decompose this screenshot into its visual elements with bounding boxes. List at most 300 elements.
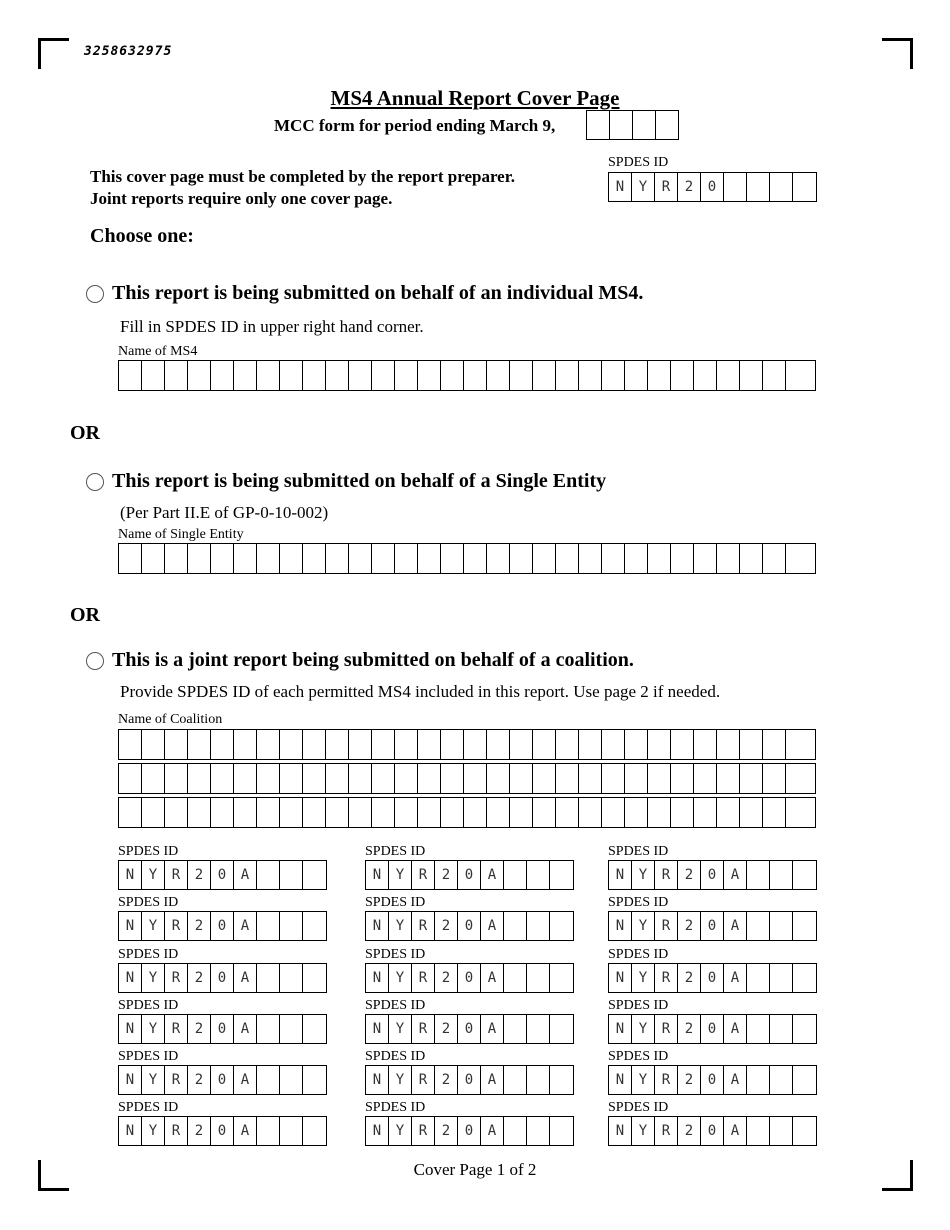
radio-individual[interactable]: [86, 285, 104, 303]
character-box[interactable]: [234, 730, 257, 759]
character-box[interactable]: Y: [142, 1066, 165, 1094]
character-box[interactable]: N: [609, 912, 632, 940]
character-box[interactable]: [527, 912, 550, 940]
character-box[interactable]: [165, 798, 188, 827]
character-box[interactable]: Y: [389, 912, 412, 940]
coalition-spdes-id-field[interactable]: [118, 1014, 327, 1044]
character-box[interactable]: R: [412, 861, 435, 889]
character-box[interactable]: N: [366, 912, 389, 940]
character-box[interactable]: 0: [458, 1117, 481, 1145]
character-box[interactable]: A: [481, 861, 504, 889]
character-box[interactable]: [747, 861, 770, 889]
character-box[interactable]: R: [655, 861, 678, 889]
character-box[interactable]: [717, 764, 740, 793]
character-box[interactable]: [280, 1117, 303, 1145]
character-box[interactable]: 2: [435, 1015, 458, 1043]
character-box[interactable]: [188, 361, 211, 390]
year-digit-box[interactable]: [656, 110, 679, 140]
character-box[interactable]: A: [481, 1015, 504, 1043]
character-box[interactable]: [142, 544, 165, 573]
character-box[interactable]: [770, 861, 793, 889]
character-box[interactable]: A: [234, 964, 257, 992]
character-box[interactable]: [793, 1015, 816, 1043]
character-box[interactable]: [418, 798, 441, 827]
character-box[interactable]: [504, 1066, 527, 1094]
character-box[interactable]: [793, 964, 816, 992]
coalition-spdes-id-field[interactable]: [365, 860, 574, 890]
character-box[interactable]: [165, 544, 188, 573]
character-box[interactable]: [257, 912, 280, 940]
character-box[interactable]: [763, 361, 786, 390]
coalition-name-field[interactable]: [118, 729, 816, 760]
character-box[interactable]: 0: [211, 861, 234, 889]
character-box[interactable]: [556, 730, 579, 759]
character-box[interactable]: [372, 798, 395, 827]
character-box[interactable]: [487, 798, 510, 827]
character-box[interactable]: 2: [435, 1117, 458, 1145]
character-box[interactable]: A: [234, 861, 257, 889]
year-digit-box[interactable]: [633, 110, 656, 140]
coalition-spdes-id-field[interactable]: [608, 963, 817, 993]
character-box[interactable]: [326, 730, 349, 759]
character-box[interactable]: [234, 764, 257, 793]
radio-single-entity[interactable]: [86, 473, 104, 491]
character-box[interactable]: [326, 798, 349, 827]
character-box[interactable]: [770, 1015, 793, 1043]
character-box[interactable]: [119, 764, 142, 793]
character-box[interactable]: A: [481, 1117, 504, 1145]
character-box[interactable]: [550, 1015, 573, 1043]
character-box[interactable]: [504, 912, 527, 940]
character-box[interactable]: [418, 544, 441, 573]
character-box[interactable]: [579, 764, 602, 793]
character-box[interactable]: [280, 964, 303, 992]
ms4-name-field[interactable]: [118, 360, 816, 391]
character-box[interactable]: [793, 912, 816, 940]
character-box[interactable]: [527, 1015, 550, 1043]
character-box[interactable]: [671, 764, 694, 793]
character-box[interactable]: [550, 964, 573, 992]
character-box[interactable]: [556, 764, 579, 793]
character-box[interactable]: [671, 730, 694, 759]
character-box[interactable]: [119, 730, 142, 759]
character-box[interactable]: [671, 361, 694, 390]
character-box[interactable]: [395, 764, 418, 793]
character-box[interactable]: [717, 798, 740, 827]
character-box[interactable]: [487, 361, 510, 390]
character-box[interactable]: N: [119, 1066, 142, 1094]
character-box[interactable]: [504, 861, 527, 889]
character-box[interactable]: 0: [701, 173, 724, 201]
character-box[interactable]: A: [724, 912, 747, 940]
character-box[interactable]: [326, 361, 349, 390]
character-box[interactable]: [740, 730, 763, 759]
character-box[interactable]: A: [234, 1117, 257, 1145]
character-box[interactable]: R: [655, 1015, 678, 1043]
character-box[interactable]: [487, 764, 510, 793]
character-box[interactable]: [326, 764, 349, 793]
character-box[interactable]: [550, 912, 573, 940]
character-box[interactable]: [533, 361, 556, 390]
character-box[interactable]: [303, 912, 326, 940]
coalition-spdes-id-field[interactable]: [608, 1116, 817, 1146]
year-digit-box[interactable]: [610, 110, 633, 140]
character-box[interactable]: [533, 798, 556, 827]
character-box[interactable]: [372, 730, 395, 759]
character-box[interactable]: [280, 361, 303, 390]
character-box[interactable]: [303, 1117, 326, 1145]
character-box[interactable]: A: [724, 861, 747, 889]
character-box[interactable]: [671, 798, 694, 827]
character-box[interactable]: [602, 764, 625, 793]
character-box[interactable]: Y: [389, 1066, 412, 1094]
character-box[interactable]: [786, 361, 809, 390]
character-box[interactable]: Y: [632, 861, 655, 889]
character-box[interactable]: [464, 361, 487, 390]
character-box[interactable]: [527, 964, 550, 992]
character-box[interactable]: 2: [678, 1066, 701, 1094]
character-box[interactable]: [142, 361, 165, 390]
character-box[interactable]: 2: [188, 1117, 211, 1145]
character-box[interactable]: [418, 764, 441, 793]
character-box[interactable]: 2: [678, 861, 701, 889]
character-box[interactable]: [303, 861, 326, 889]
character-box[interactable]: 2: [678, 964, 701, 992]
character-box[interactable]: 2: [678, 1117, 701, 1145]
character-box[interactable]: [257, 764, 280, 793]
character-box[interactable]: [786, 544, 809, 573]
character-box[interactable]: [349, 361, 372, 390]
character-box[interactable]: [770, 912, 793, 940]
character-box[interactable]: 2: [435, 861, 458, 889]
character-box[interactable]: A: [234, 1015, 257, 1043]
character-box[interactable]: [504, 964, 527, 992]
character-box[interactable]: [602, 798, 625, 827]
character-box[interactable]: [257, 861, 280, 889]
character-box[interactable]: 2: [188, 964, 211, 992]
character-box[interactable]: [211, 764, 234, 793]
character-box[interactable]: [441, 361, 464, 390]
character-box[interactable]: N: [366, 1015, 389, 1043]
character-box[interactable]: [717, 730, 740, 759]
coalition-spdes-id-field[interactable]: [118, 911, 327, 941]
character-box[interactable]: [793, 1066, 816, 1094]
character-box[interactable]: [747, 1015, 770, 1043]
character-box[interactable]: [257, 544, 280, 573]
character-box[interactable]: [464, 764, 487, 793]
character-box[interactable]: R: [655, 1066, 678, 1094]
character-box[interactable]: [625, 730, 648, 759]
character-box[interactable]: [464, 544, 487, 573]
character-box[interactable]: [770, 173, 793, 201]
character-box[interactable]: Y: [142, 1117, 165, 1145]
character-box[interactable]: [349, 544, 372, 573]
spdes-id-field[interactable]: [608, 172, 817, 202]
character-box[interactable]: [188, 798, 211, 827]
character-box[interactable]: N: [119, 1117, 142, 1145]
character-box[interactable]: 0: [458, 964, 481, 992]
character-box[interactable]: [793, 173, 816, 201]
character-box[interactable]: [510, 730, 533, 759]
character-box[interactable]: Y: [142, 1015, 165, 1043]
character-box[interactable]: N: [366, 1066, 389, 1094]
character-box[interactable]: [142, 730, 165, 759]
character-box[interactable]: 0: [458, 1066, 481, 1094]
coalition-spdes-id-field[interactable]: [118, 963, 327, 993]
character-box[interactable]: [504, 1015, 527, 1043]
character-box[interactable]: [694, 361, 717, 390]
character-box[interactable]: [395, 730, 418, 759]
character-box[interactable]: [602, 361, 625, 390]
character-box[interactable]: 2: [678, 912, 701, 940]
character-box[interactable]: Y: [632, 1066, 655, 1094]
character-box[interactable]: [770, 1066, 793, 1094]
character-box[interactable]: R: [655, 173, 678, 201]
character-box[interactable]: A: [481, 964, 504, 992]
character-box[interactable]: [550, 1117, 573, 1145]
character-box[interactable]: 2: [678, 173, 701, 201]
character-box[interactable]: [372, 764, 395, 793]
character-box[interactable]: [556, 361, 579, 390]
character-box[interactable]: [303, 964, 326, 992]
character-box[interactable]: R: [165, 912, 188, 940]
character-box[interactable]: R: [165, 1066, 188, 1094]
character-box[interactable]: [527, 1066, 550, 1094]
character-box[interactable]: 0: [701, 861, 724, 889]
character-box[interactable]: [556, 544, 579, 573]
character-box[interactable]: N: [609, 1066, 632, 1094]
character-box[interactable]: [504, 1117, 527, 1145]
character-box[interactable]: [418, 361, 441, 390]
character-box[interactable]: [257, 361, 280, 390]
character-box[interactable]: [234, 798, 257, 827]
character-box[interactable]: [441, 730, 464, 759]
character-box[interactable]: [211, 544, 234, 573]
character-box[interactable]: [142, 798, 165, 827]
character-box[interactable]: 0: [211, 1066, 234, 1094]
character-box[interactable]: [533, 544, 556, 573]
character-box[interactable]: [257, 1015, 280, 1043]
character-box[interactable]: [349, 764, 372, 793]
character-box[interactable]: [510, 764, 533, 793]
character-box[interactable]: [372, 544, 395, 573]
character-box[interactable]: [648, 730, 671, 759]
character-box[interactable]: [625, 764, 648, 793]
character-box[interactable]: [602, 730, 625, 759]
character-box[interactable]: [740, 764, 763, 793]
coalition-spdes-id-field[interactable]: [118, 860, 327, 890]
character-box[interactable]: 2: [678, 1015, 701, 1043]
character-box[interactable]: [188, 544, 211, 573]
coalition-name-field[interactable]: [118, 797, 816, 828]
character-box[interactable]: [487, 544, 510, 573]
coalition-name-field[interactable]: [118, 763, 816, 794]
option-single-entity[interactable]: [86, 470, 606, 493]
character-box[interactable]: [280, 861, 303, 889]
character-box[interactable]: [395, 544, 418, 573]
character-box[interactable]: [303, 1015, 326, 1043]
character-box[interactable]: 2: [435, 1066, 458, 1094]
character-box[interactable]: [280, 764, 303, 793]
character-box[interactable]: [793, 1117, 816, 1145]
character-box[interactable]: [165, 730, 188, 759]
character-box[interactable]: [602, 544, 625, 573]
year-digit-box[interactable]: [587, 110, 610, 140]
character-box[interactable]: [770, 964, 793, 992]
character-box[interactable]: [464, 798, 487, 827]
character-box[interactable]: [303, 798, 326, 827]
character-box[interactable]: [257, 1117, 280, 1145]
character-box[interactable]: 0: [211, 964, 234, 992]
character-box[interactable]: [441, 544, 464, 573]
character-box[interactable]: [579, 361, 602, 390]
character-box[interactable]: 0: [701, 1015, 724, 1043]
character-box[interactable]: R: [412, 964, 435, 992]
character-box[interactable]: Y: [632, 1015, 655, 1043]
character-box[interactable]: [257, 798, 280, 827]
character-box[interactable]: [694, 730, 717, 759]
character-box[interactable]: Y: [142, 964, 165, 992]
character-box[interactable]: [747, 173, 770, 201]
character-box[interactable]: 2: [188, 1066, 211, 1094]
character-box[interactable]: A: [481, 912, 504, 940]
character-box[interactable]: [119, 544, 142, 573]
character-box[interactable]: [625, 798, 648, 827]
character-box[interactable]: [724, 173, 747, 201]
character-box[interactable]: R: [165, 964, 188, 992]
character-box[interactable]: 0: [458, 1015, 481, 1043]
character-box[interactable]: 0: [211, 1015, 234, 1043]
character-box[interactable]: [280, 1015, 303, 1043]
character-box[interactable]: [303, 544, 326, 573]
character-box[interactable]: [579, 730, 602, 759]
character-box[interactable]: [303, 730, 326, 759]
character-box[interactable]: [211, 361, 234, 390]
character-box[interactable]: A: [234, 912, 257, 940]
character-box[interactable]: N: [609, 964, 632, 992]
coalition-spdes-id-field[interactable]: [608, 860, 817, 890]
character-box[interactable]: N: [119, 964, 142, 992]
character-box[interactable]: [527, 1117, 550, 1145]
character-box[interactable]: R: [412, 1117, 435, 1145]
character-box[interactable]: [211, 798, 234, 827]
character-box[interactable]: Y: [389, 1117, 412, 1145]
character-box[interactable]: [579, 544, 602, 573]
character-box[interactable]: N: [119, 861, 142, 889]
character-box[interactable]: 0: [458, 912, 481, 940]
coalition-spdes-id-field[interactable]: [365, 911, 574, 941]
character-box[interactable]: 2: [188, 861, 211, 889]
character-box[interactable]: 0: [701, 1066, 724, 1094]
character-box[interactable]: [119, 798, 142, 827]
character-box[interactable]: [740, 361, 763, 390]
character-box[interactable]: [550, 1066, 573, 1094]
character-box[interactable]: Y: [142, 861, 165, 889]
character-box[interactable]: [648, 544, 671, 573]
coalition-spdes-id-field[interactable]: [365, 1116, 574, 1146]
character-box[interactable]: [786, 798, 809, 827]
character-box[interactable]: Y: [389, 861, 412, 889]
character-box[interactable]: [527, 861, 550, 889]
character-box[interactable]: [648, 361, 671, 390]
character-box[interactable]: [793, 861, 816, 889]
character-box[interactable]: A: [724, 1015, 747, 1043]
character-box[interactable]: N: [366, 1117, 389, 1145]
character-box[interactable]: [303, 764, 326, 793]
character-box[interactable]: A: [724, 964, 747, 992]
character-box[interactable]: [280, 798, 303, 827]
character-box[interactable]: Y: [142, 912, 165, 940]
option-joint[interactable]: [86, 649, 634, 672]
character-box[interactable]: 0: [701, 964, 724, 992]
character-box[interactable]: [747, 912, 770, 940]
character-box[interactable]: [763, 544, 786, 573]
character-box[interactable]: [257, 730, 280, 759]
character-box[interactable]: N: [609, 173, 632, 201]
character-box[interactable]: N: [609, 861, 632, 889]
character-box[interactable]: A: [234, 1066, 257, 1094]
character-box[interactable]: [717, 361, 740, 390]
character-box[interactable]: A: [724, 1066, 747, 1094]
character-box[interactable]: [648, 764, 671, 793]
single-entity-name-field[interactable]: [118, 543, 816, 574]
character-box[interactable]: 2: [188, 912, 211, 940]
radio-joint[interactable]: [86, 652, 104, 670]
character-box[interactable]: [303, 361, 326, 390]
character-box[interactable]: [786, 730, 809, 759]
character-box[interactable]: N: [609, 1117, 632, 1145]
character-box[interactable]: [395, 361, 418, 390]
character-box[interactable]: [740, 798, 763, 827]
character-box[interactable]: [717, 544, 740, 573]
character-box[interactable]: [550, 861, 573, 889]
character-box[interactable]: [487, 730, 510, 759]
character-box[interactable]: N: [119, 1015, 142, 1043]
character-box[interactable]: [648, 798, 671, 827]
character-box[interactable]: [441, 764, 464, 793]
character-box[interactable]: [257, 964, 280, 992]
character-box[interactable]: N: [119, 912, 142, 940]
character-box[interactable]: R: [655, 964, 678, 992]
character-box[interactable]: [234, 361, 257, 390]
character-box[interactable]: 0: [701, 912, 724, 940]
character-box[interactable]: [694, 544, 717, 573]
character-box[interactable]: R: [165, 861, 188, 889]
character-box[interactable]: [763, 764, 786, 793]
character-box[interactable]: [257, 1066, 280, 1094]
character-box[interactable]: [119, 361, 142, 390]
character-box[interactable]: Y: [632, 1117, 655, 1145]
character-box[interactable]: [280, 730, 303, 759]
character-box[interactable]: [747, 1117, 770, 1145]
character-box[interactable]: [418, 730, 441, 759]
character-box[interactable]: Y: [389, 1015, 412, 1043]
character-box[interactable]: [211, 730, 234, 759]
character-box[interactable]: 2: [435, 912, 458, 940]
character-box[interactable]: [671, 544, 694, 573]
character-box[interactable]: N: [366, 964, 389, 992]
character-box[interactable]: [395, 798, 418, 827]
character-box[interactable]: Y: [632, 173, 655, 201]
option-individual[interactable]: [86, 282, 643, 305]
coalition-spdes-id-field[interactable]: [118, 1116, 327, 1146]
character-box[interactable]: [464, 730, 487, 759]
character-box[interactable]: [747, 1066, 770, 1094]
character-box[interactable]: [372, 361, 395, 390]
character-box[interactable]: [786, 764, 809, 793]
character-box[interactable]: [763, 730, 786, 759]
character-box[interactable]: [142, 764, 165, 793]
